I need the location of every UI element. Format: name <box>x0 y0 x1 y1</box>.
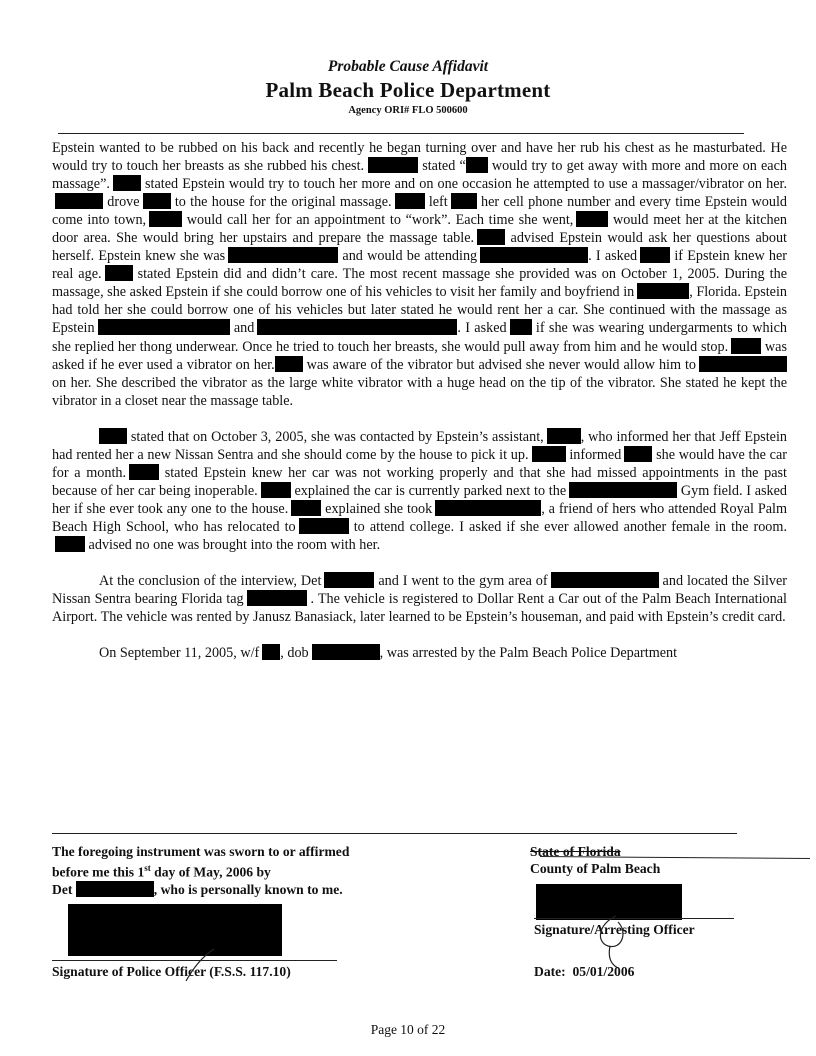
redaction <box>55 193 103 209</box>
redaction <box>262 644 280 660</box>
redaction <box>98 319 230 335</box>
county-label: County of Palm Beach <box>530 861 661 876</box>
jurisdiction <box>530 843 810 877</box>
header-divider <box>58 133 744 134</box>
sworn-line-2: before me this 1st day of May, 2006 by <box>52 863 271 880</box>
state-label: State of Florida <box>530 844 621 859</box>
signature-divider <box>52 833 737 834</box>
agency-ori: Agency ORI# FLO 500600 <box>348 105 468 116</box>
signature-scribble <box>180 945 220 985</box>
document-title: Probable Cause Affidavit <box>327 58 489 75</box>
paragraph-3: At the conclusion of the interview, Det and I went to the gym area of and located the Silver Nissan Sentra bearing Florida tag . The vehicle is registered to Dollar Rent a Car out of the Palm Beach International Airport. The vehicle was rented by Janusz Banasiack, later learned to be Epstein’s houseman, and paid with Epstein’s credit card. <box>52 573 787 626</box>
redaction <box>569 482 677 498</box>
redaction <box>640 247 670 263</box>
redaction <box>532 446 566 462</box>
redaction <box>113 175 141 191</box>
page-number: Page 10 of 22 <box>370 1022 446 1037</box>
redaction <box>324 572 374 588</box>
redaction <box>149 211 182 227</box>
paragraph-4: On September 11, 2005, w/f , dob , was arrested by the Palm Beach Police Department <box>99 645 678 662</box>
sworn-line-1: The foregoing instrument was sworn to or affirmed <box>52 844 350 859</box>
redaction <box>55 536 85 552</box>
redaction <box>105 265 133 281</box>
redaction <box>551 572 659 588</box>
sworn-statement <box>52 843 452 898</box>
signature-scribble <box>588 912 648 972</box>
redaction <box>576 211 608 227</box>
redaction <box>624 446 652 462</box>
redaction <box>261 482 291 498</box>
redaction <box>435 500 541 516</box>
redaction <box>637 283 689 299</box>
redaction <box>299 518 349 534</box>
affidavit-body <box>52 139 787 680</box>
redacted-signature-police <box>68 904 282 956</box>
sworn-line-3: Det , who is personally known to me. <box>52 881 343 897</box>
police-signature-label: Signature of Police Officer (F.S.S. 117.10) <box>52 964 291 979</box>
redaction <box>99 428 127 444</box>
redaction <box>477 229 505 245</box>
redaction <box>247 590 307 606</box>
redaction <box>257 319 457 335</box>
date-value: 05/01/2006 <box>572 964 635 979</box>
arresting-officer-label: Signature/Arresting Officer <box>534 922 695 937</box>
redaction <box>76 881 154 897</box>
redaction <box>312 644 380 660</box>
redaction <box>466 157 488 173</box>
paragraph-1: Epstein wanted to be rubbed on his back and recently he began turning over and have her rub his chest as he masturbated. He would try to touch her breasts as she rubbed his chest. stated “ would try to get away with more and more on each massage”. stated Epstein would try to touch her more and on one occasion he attempted to use a massager/vibrator on her. drove to the house for the original massage. left her cell phone number and every time Epstein would come into town, would call her for an appointment to “work”. Each time she went, would meet her at the kitchen door area. She would bring her upstairs and prepare the massage table. advised Epstein would ask her questions about herself. Epstein knew she was and would be attending . I asked if Epstein knew her real age. stated Epstein did and didn’t care. The most recent massage she provided was on October 1, 2005. During the massage, she asked Epstein if she could borrow one of his vehicles to visit her family and boyfriend in , Florida. Epstein had told her she could borrow one of his vehicles but later stated he would rent her a car. She continued with the massage as Epstein and . I asked if she was wearing undergarments to which she replied her thong underwear. Once he tried to touch her breasts, she would pull away from him and he would stop. was asked if he ever used a vibrator on her. was aware of the vibrator but advised she never would allow him to on her. She described the vibrator as the large white vibrator with a huge head on the tip of the vibrator. She stated he kept the vibrator in a closet near the massage table. <box>52 140 788 409</box>
redaction <box>451 193 477 209</box>
date-field: Date: 05/01/2006 <box>534 964 635 979</box>
redaction <box>129 464 159 480</box>
redaction <box>480 247 588 263</box>
paragraph-2: stated that on October 3, 2005, she was contacted by Epstein’s assistant, , who informed her that Jeff Epstein had rented her a new Nissan Sentra and she should come by the house to pick it up. informed she would have the car for a month. stated Epstein knew her car was not working properly and that she had missed appointments in the past because of her car being inoperable. explained the car is currently parked next to the Gym field. I asked her if she ever took any one to the house. explained she took , a friend of hers who attended Royal Palm Beach High School, who has relocated to to attend college. I asked if she ever allowed another female in the room. advised no one was brought into the room with her. <box>52 428 787 553</box>
redaction <box>699 356 787 372</box>
redaction <box>395 193 425 209</box>
redaction <box>143 193 171 209</box>
redaction <box>368 157 418 173</box>
redaction <box>275 356 303 372</box>
redaction <box>510 319 532 335</box>
redaction <box>547 428 581 444</box>
redaction <box>731 338 761 354</box>
redaction <box>228 247 338 263</box>
department-name: Palm Beach Police Department <box>265 78 551 102</box>
redaction <box>291 500 321 516</box>
